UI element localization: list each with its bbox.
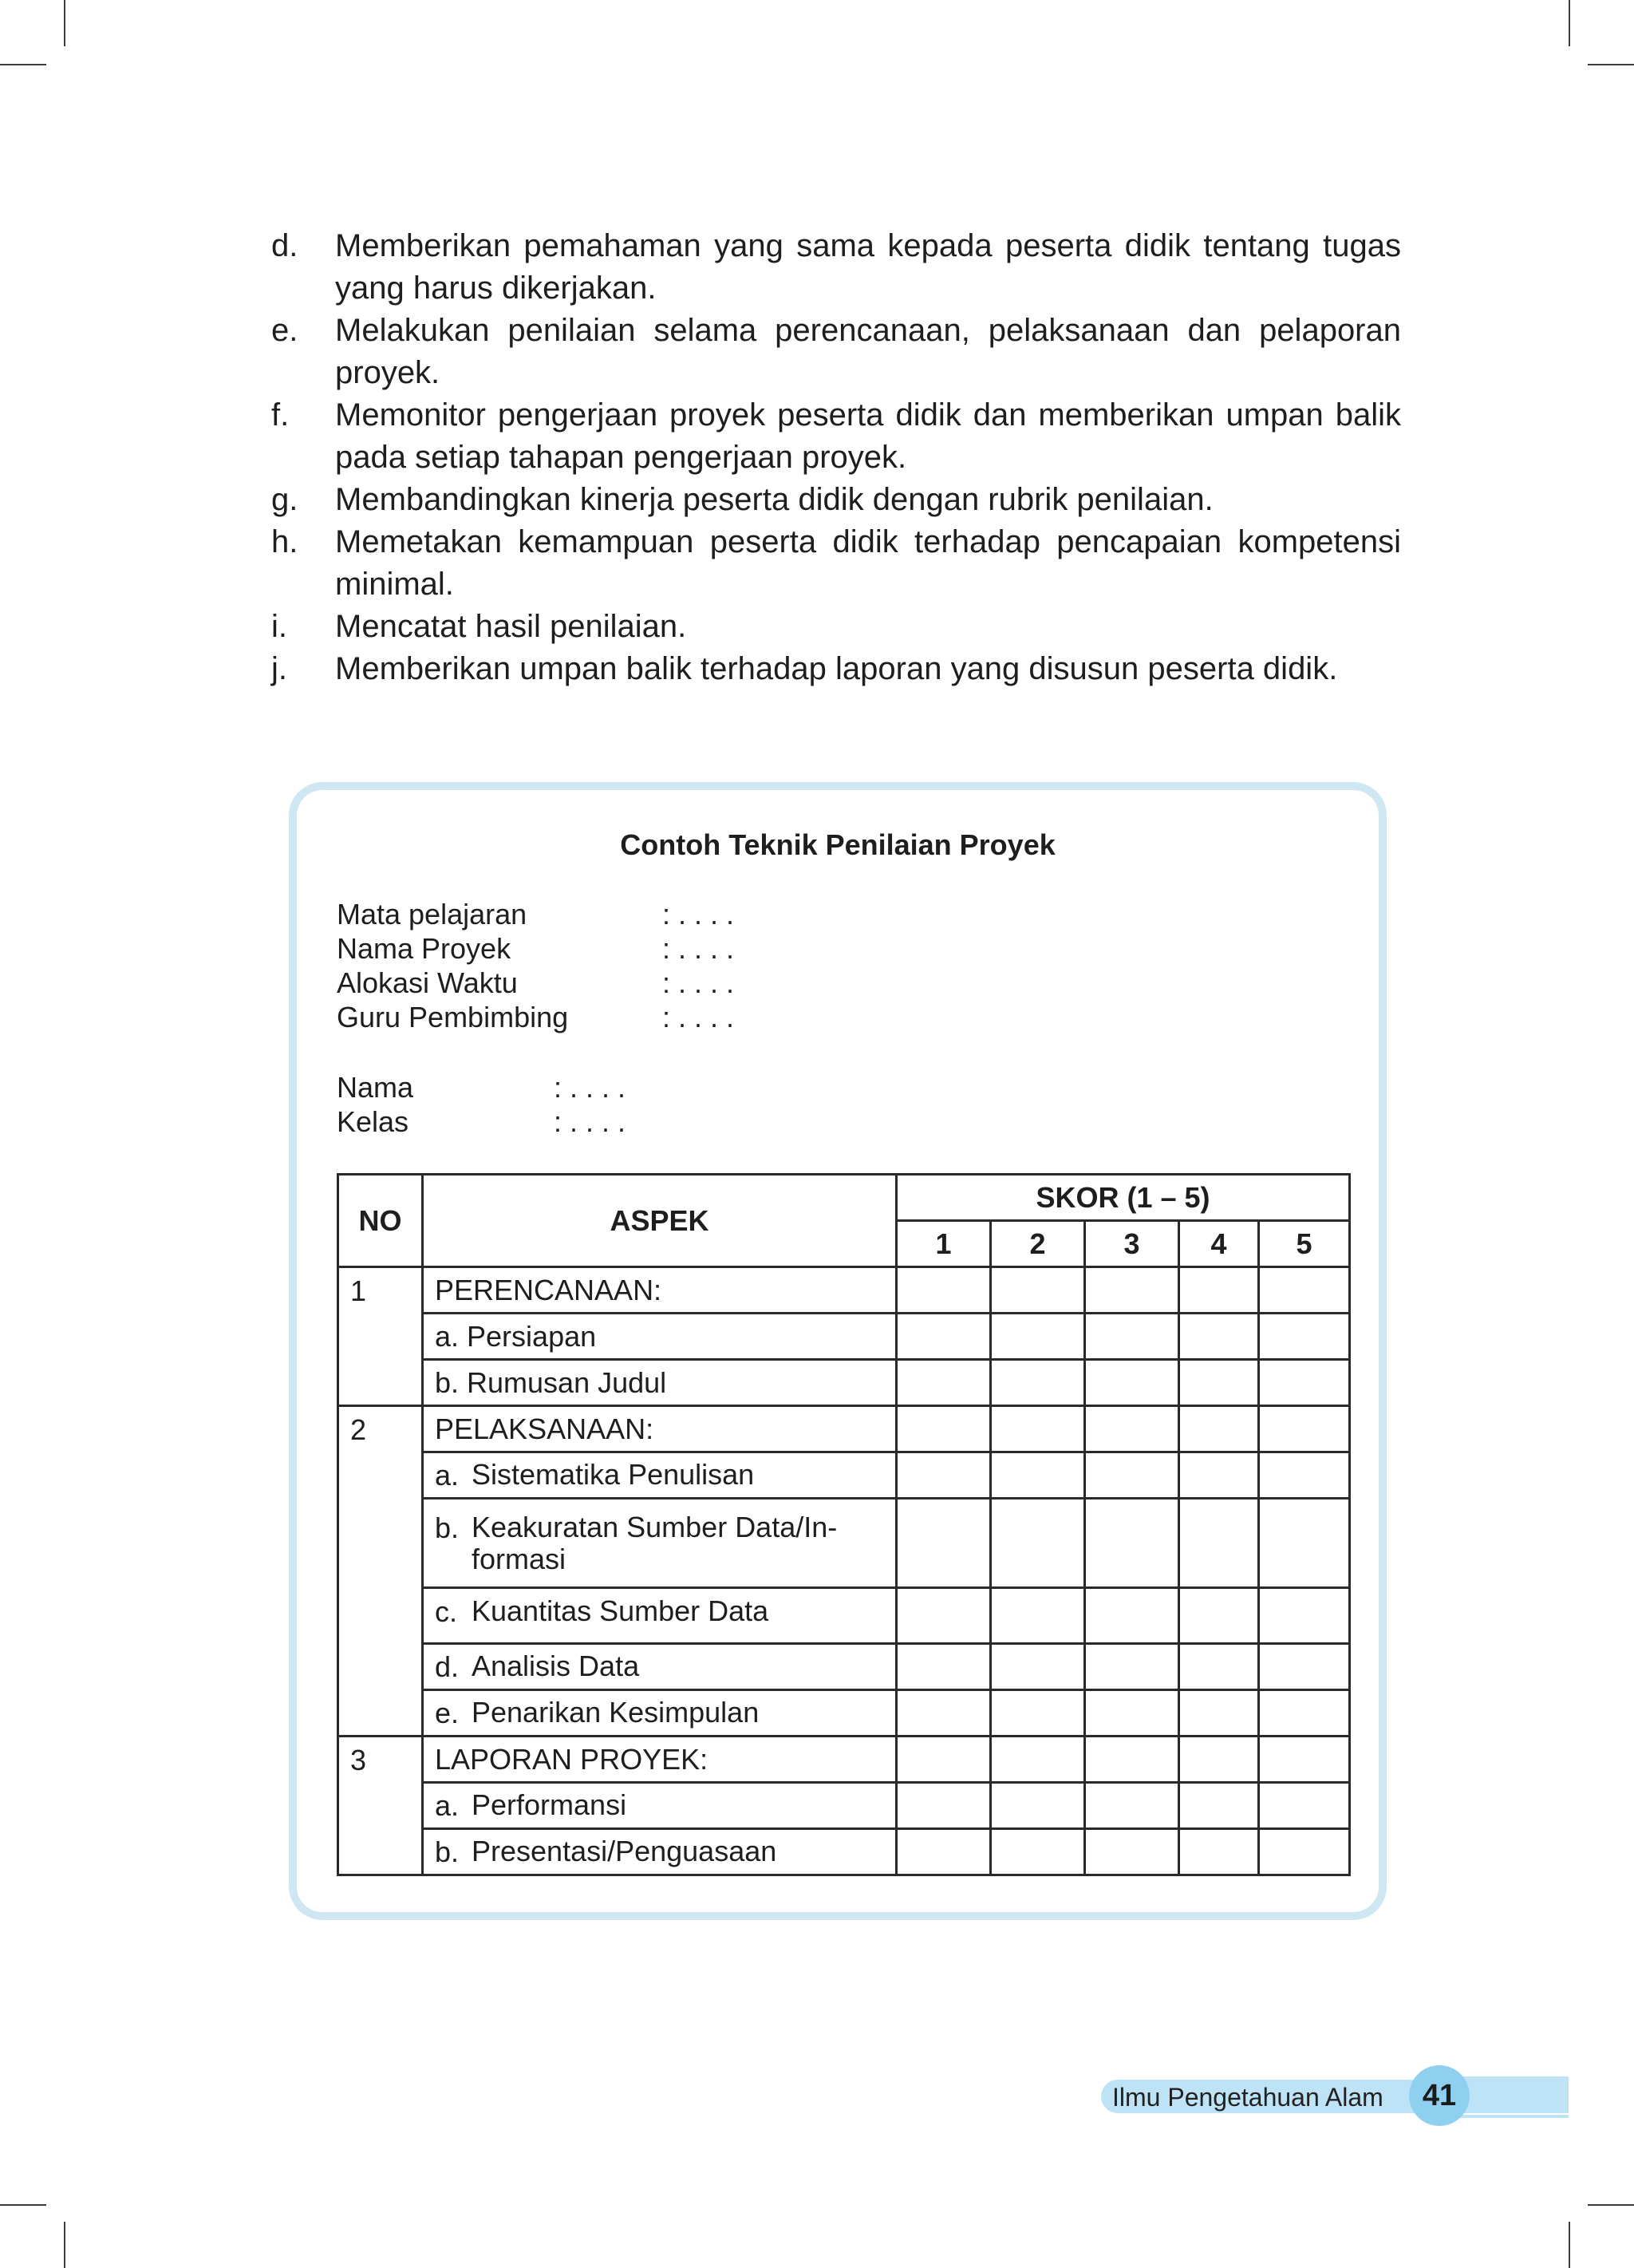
book-title: Ilmu Pengetahuan Alam — [1112, 2083, 1383, 2112]
score-cell[interactable] — [991, 1783, 1085, 1829]
table-row — [338, 1690, 1350, 1737]
crop-mark — [1569, 2222, 1570, 2268]
list-marker: h. — [271, 524, 298, 559]
table-row — [338, 1267, 1350, 1314]
list-marker: e. — [271, 313, 298, 348]
score-cell[interactable] — [1085, 1829, 1179, 1875]
score-cell[interactable] — [1259, 1783, 1350, 1829]
aspek-cell: a. Persiapan — [423, 1314, 897, 1360]
info-label: Guru Pembimbing — [337, 1001, 569, 1033]
crop-mark — [0, 64, 46, 65]
aspek-cell — [423, 1588, 897, 1644]
score-cell[interactable] — [1259, 1452, 1350, 1499]
table-header-row — [338, 1175, 1350, 1221]
list-item — [271, 648, 1401, 690]
score-cell[interactable] — [1259, 1644, 1350, 1690]
aspek-text: Performansi — [472, 1788, 627, 1821]
score-cell[interactable] — [1085, 1588, 1179, 1644]
score-cell[interactable] — [1179, 1783, 1259, 1829]
aspek-text: Presentasi/Penguasaan — [472, 1834, 777, 1867]
aspek-prefix: d. — [435, 1650, 460, 1683]
list-marker: d. — [271, 228, 298, 263]
score-cell[interactable] — [1085, 1737, 1179, 1783]
score-cell[interactable] — [991, 1829, 1085, 1875]
aspek-cell — [423, 1783, 897, 1829]
list-item — [271, 225, 1401, 310]
score-cell[interactable] — [991, 1737, 1085, 1783]
info-value: : . . . . — [662, 932, 735, 965]
score-cell[interactable] — [1085, 1644, 1179, 1690]
score-cell[interactable] — [1259, 1314, 1350, 1360]
score-cell[interactable] — [991, 1644, 1085, 1690]
info-value: : . . . . — [662, 966, 735, 999]
info-label: Alokasi Waktu — [337, 966, 518, 999]
aspek-text: Keakuratan Sumber Data/In- formasi — [472, 1510, 838, 1575]
score-cell[interactable] — [991, 1314, 1085, 1360]
crop-mark — [1569, 0, 1570, 46]
score-cell[interactable] — [897, 1783, 991, 1829]
step-list — [271, 225, 1401, 690]
aspek-text: Analisis Data — [472, 1649, 640, 1682]
crop-mark — [1588, 64, 1634, 65]
score-cell[interactable] — [1085, 1267, 1179, 1314]
page-number-badge — [1409, 2065, 1470, 2126]
score-cell[interactable] — [1179, 1499, 1259, 1588]
header-aspek: ASPEK — [423, 1175, 897, 1267]
score-col-header: 5 — [1259, 1221, 1350, 1267]
score-cell[interactable] — [991, 1406, 1085, 1452]
table-row — [338, 1829, 1350, 1875]
page-number: 41 — [1422, 2079, 1457, 2112]
score-cell[interactable] — [1179, 1360, 1259, 1406]
score-cell[interactable] — [1179, 1267, 1259, 1314]
row-number: 3 — [338, 1737, 423, 1875]
aspek-prefix: a. — [435, 1458, 460, 1492]
score-cell[interactable] — [897, 1690, 991, 1737]
score-cell[interactable] — [991, 1690, 1085, 1737]
list-text: Memberikan umpan balik terhadap laporan yang disusun peserta didik. — [335, 651, 1338, 686]
row-number: 1 — [338, 1267, 423, 1406]
score-col-header: 1 — [897, 1221, 991, 1267]
crop-mark — [1588, 2204, 1634, 2206]
score-cell[interactable] — [1259, 1267, 1350, 1314]
score-cell[interactable] — [897, 1267, 991, 1314]
score-cell[interactable] — [1085, 1406, 1179, 1452]
aspek-text: Kuantitas Sumber Data — [472, 1594, 769, 1627]
score-cell[interactable] — [1179, 1829, 1259, 1875]
list-item — [271, 310, 1401, 394]
aspek-cell: LAPORAN PROYEK: — [423, 1737, 897, 1783]
score-cell[interactable] — [991, 1452, 1085, 1499]
score-cell[interactable] — [1259, 1690, 1350, 1737]
list-marker: f. — [271, 397, 290, 433]
list-marker: g. — [271, 482, 298, 517]
score-cell[interactable] — [897, 1644, 991, 1690]
table-row — [338, 1588, 1350, 1644]
list-marker: j. — [271, 651, 287, 686]
score-col-header: 2 — [991, 1221, 1085, 1267]
score-cell[interactable] — [991, 1267, 1085, 1314]
crop-mark — [0, 2204, 46, 2206]
aspek-text: Penarikan Kesimpulan — [472, 1695, 760, 1729]
score-cell[interactable] — [1179, 1314, 1259, 1360]
score-cell[interactable] — [897, 1314, 991, 1360]
info-value: : . . . . — [662, 1001, 735, 1033]
page-footer — [1101, 2065, 1569, 2126]
list-item — [271, 521, 1401, 606]
score-cell[interactable] — [1085, 1690, 1179, 1737]
list-text: Memonitor pengerjaan proyek peserta didik dan memberikan umpan balik pada setiap tahapan pengerjaan proyek. — [335, 397, 1401, 475]
table-row — [338, 1644, 1350, 1690]
aspek-cell — [423, 1690, 897, 1737]
list-text: Memberikan pemahaman yang sama kepada peserta didik tentang tugas yang harus dikerjakan. — [335, 228, 1401, 306]
box-title: Contoh Teknik Penilaian Proyek — [620, 828, 1056, 861]
score-col-header: 4 — [1179, 1221, 1259, 1267]
aspek-cell — [423, 1452, 897, 1499]
crop-mark — [64, 0, 65, 46]
header-no: NO — [338, 1175, 423, 1267]
aspek-cell: PELAKSANAAN: — [423, 1406, 897, 1452]
assessment-box — [289, 782, 1387, 1920]
score-cell[interactable] — [1179, 1588, 1259, 1644]
aspek-text: Sistematika Penulisan — [472, 1457, 755, 1491]
aspek-cell: PERENCANAAN: — [423, 1267, 897, 1314]
score-cell[interactable] — [991, 1588, 1085, 1644]
info-value: : . . . . — [662, 898, 735, 931]
aspek-prefix: b. — [435, 1835, 460, 1868]
aspek-prefix: b. — [435, 1511, 460, 1544]
score-cell[interactable] — [991, 1360, 1085, 1406]
info-label: Nama Proyek — [337, 932, 511, 965]
header-skor: SKOR (1 – 5) — [897, 1175, 1350, 1221]
score-cell[interactable] — [897, 1452, 991, 1499]
table-row — [338, 1737, 1350, 1783]
list-marker: i. — [271, 609, 287, 644]
table-row — [338, 1406, 1350, 1452]
score-cell[interactable] — [1259, 1829, 1350, 1875]
list-item — [271, 479, 1401, 521]
list-text: Memetakan kemampuan peserta didik terhadap pencapaian kompetensi minimal. — [335, 524, 1401, 602]
list-text: Mencatat hasil penilaian. — [335, 609, 687, 644]
table-row — [338, 1783, 1350, 1829]
aspek-cell: b. Rumusan Judul — [423, 1360, 897, 1406]
score-cell[interactable] — [897, 1499, 991, 1588]
info-label: Kelas — [337, 1105, 409, 1138]
table-row — [338, 1360, 1350, 1406]
row-number: 2 — [338, 1406, 423, 1737]
score-cell[interactable] — [1179, 1644, 1259, 1690]
score-cell[interactable] — [1259, 1588, 1350, 1644]
crop-mark — [64, 2222, 65, 2268]
score-cell[interactable] — [1179, 1406, 1259, 1452]
score-cell[interactable] — [1259, 1499, 1350, 1588]
table-row — [338, 1452, 1350, 1499]
table-row — [338, 1314, 1350, 1360]
score-table — [337, 1173, 1351, 1876]
score-cell[interactable] — [1085, 1452, 1179, 1499]
aspek-prefix: e. — [435, 1696, 460, 1729]
score-cell[interactable] — [1085, 1314, 1179, 1360]
info-value: : . . . . — [554, 1105, 626, 1138]
info-label: Mata pelajaran — [337, 898, 527, 931]
score-cell[interactable] — [897, 1588, 991, 1644]
score-cell[interactable] — [897, 1406, 991, 1452]
score-cell[interactable] — [1259, 1360, 1350, 1406]
list-item — [271, 606, 1401, 648]
aspek-cell — [423, 1829, 897, 1875]
aspek-cell — [423, 1644, 897, 1690]
aspek-prefix: a. — [435, 1788, 460, 1822]
score-cell[interactable] — [1179, 1737, 1259, 1783]
score-cell[interactable] — [1259, 1406, 1350, 1452]
score-cell[interactable] — [897, 1829, 991, 1875]
score-col-header: 3 — [1085, 1221, 1179, 1267]
list-text: Melakukan penilaian selama perencanaan, pelaksanaan dan pelaporan proyek. — [335, 313, 1401, 390]
score-cell[interactable] — [897, 1360, 991, 1406]
info-label: Nama — [337, 1071, 414, 1104]
score-cell[interactable] — [1085, 1783, 1179, 1829]
score-cell[interactable] — [991, 1499, 1085, 1588]
score-cell[interactable] — [1259, 1737, 1350, 1783]
score-cell[interactable] — [1085, 1360, 1179, 1406]
aspek-cell — [423, 1499, 897, 1588]
list-item — [271, 394, 1401, 479]
score-cell[interactable] — [1179, 1452, 1259, 1499]
info-value: : . . . . — [554, 1071, 626, 1104]
aspek-prefix: c. — [435, 1595, 458, 1628]
list-text: Membandingkan kinerja peserta didik dengan rubrik penilaian. — [335, 482, 1214, 517]
score-cell[interactable] — [1179, 1690, 1259, 1737]
score-cell[interactable] — [1085, 1499, 1179, 1588]
table-row — [338, 1499, 1350, 1588]
score-cell[interactable] — [897, 1737, 991, 1783]
